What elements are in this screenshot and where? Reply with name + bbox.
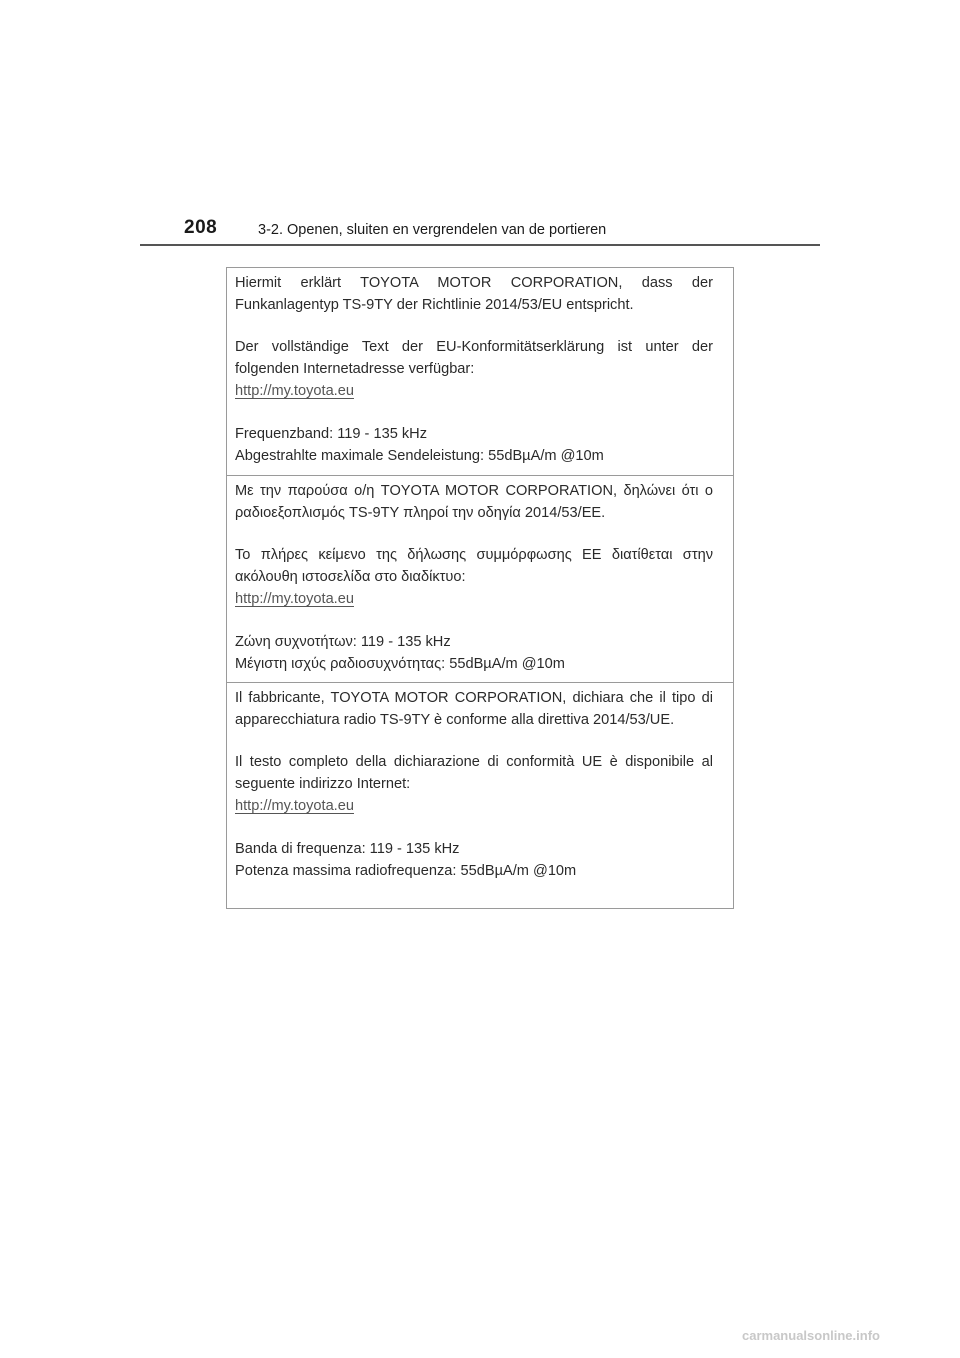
site-watermark: carmanualsonline.info xyxy=(742,1328,880,1343)
declaration-power: Potenza massima radiofrequenza: 55dBµA/m @10m xyxy=(235,863,577,879)
declaration-italian xyxy=(227,682,733,908)
declaration-url-link[interactable]: http://my.toyota.eu xyxy=(235,591,354,607)
declaration-statement: Με την παρούσα ο/η TOYOTA MOTOR CORPORATION, δηλώνει ότι ο ραδιοεξοπλισμός TS-9TY πληροί την οδηγία 2014/53/ΕΕ. xyxy=(235,483,713,521)
declaration-availability: Der vollständige Text der EU-Konformitätserklärung ist unter der folgenden Internetadresse verfügbar: xyxy=(235,339,713,377)
page-header xyxy=(140,212,820,246)
declaration-greek xyxy=(227,475,733,682)
declaration-statement: Hiermit erklärt TOYOTA MOTOR CORPORATION, dass der Funkanlagentyp TS-9TY der Richtlinie 2014/53/EU entspricht. xyxy=(235,275,713,313)
declaration-statement: Il fabbricante, TOYOTA MOTOR CORPORATION, dichiara che il tipo di apparecchiatura radio TS-9TY è conforme alla direttiva 2014/53/UE. xyxy=(235,690,713,728)
declaration-frequency: Ζώνη συχνοτήτων: 119 - 135 kHz xyxy=(235,634,451,650)
declaration-german xyxy=(227,268,733,475)
declaration-frequency: Frequenzband: 119 - 135 kHz xyxy=(235,426,427,442)
declaration-power: Μέγιστη ισχύς ραδιοσυχνότητας: 55dBµA/m @10m xyxy=(235,656,565,672)
declaration-availability: Il testo completo della dichiarazione di conformità UE è disponibile al seguente indirizzo Internet: xyxy=(235,754,713,792)
declaration-of-conformity-box xyxy=(226,267,734,909)
declaration-url-link[interactable]: http://my.toyota.eu xyxy=(235,383,354,399)
declaration-frequency: Banda di frequenza: 119 - 135 kHz xyxy=(235,841,460,857)
page-number: 208 xyxy=(184,217,218,238)
declaration-availability: Το πλήρες κείμενο της δήλωσης συμμόρφωσης ΕΕ διατίθεται στην ακόλουθη ιστοσελίδα στο διαδίκτυο: xyxy=(235,547,713,585)
declaration-url-link[interactable]: http://my.toyota.eu xyxy=(235,798,354,814)
header-divider xyxy=(140,244,820,246)
section-title: 3-2. Openen, sluiten en vergrendelen van de portieren xyxy=(258,222,607,238)
declaration-power: Abgestrahlte maximale Sendeleistung: 55dBµA/m @10m xyxy=(235,448,604,464)
